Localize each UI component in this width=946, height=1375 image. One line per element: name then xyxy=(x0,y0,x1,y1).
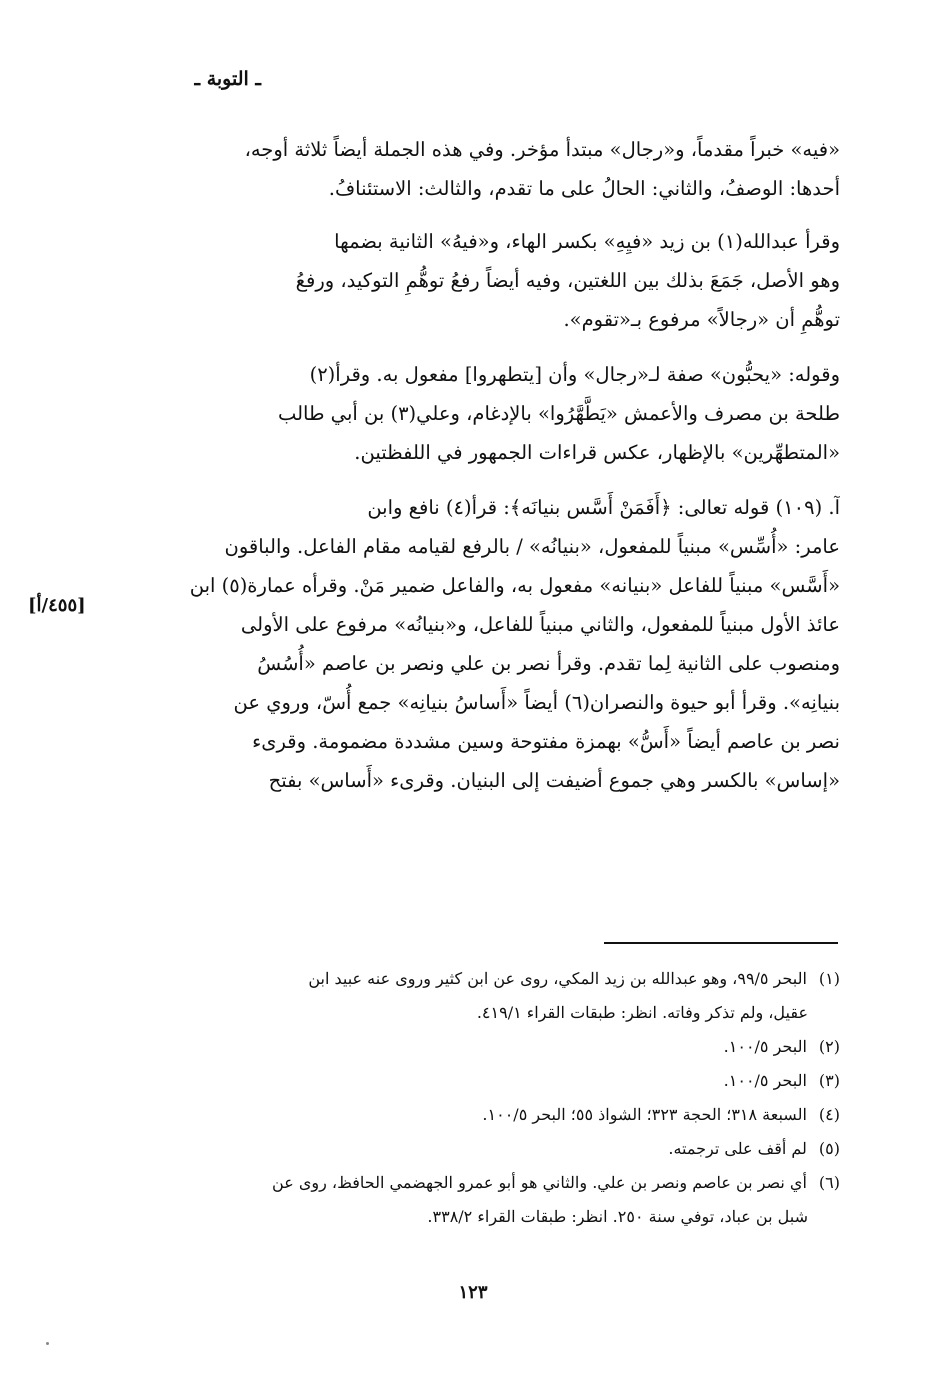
running-head: ـ التوبة ـ xyxy=(194,68,261,90)
text-line: «أَسَّس» مبنياً للفاعل «بنيانه» مفعول به، والفاعل ضمير مَنْ. وقرأه عمارة(٥) ابن xyxy=(189,574,840,597)
text-line: طلحة بن مصرف والأعمش «يَطَّهَّرُوا» بالإدغام، وعلي(٣) بن أبي طالب xyxy=(277,402,840,425)
manuscript-folio-ref: [٤٥٥/أ] xyxy=(28,595,86,616)
footnote-divider xyxy=(604,942,838,944)
footnote-4 xyxy=(145,1098,840,1132)
text-line: وهو الأصل، جَمَعَ بذلك بين اللغتين، وفيه أيضاً رفعُ توهُّمِ التوكيد، ورفعُ xyxy=(295,269,840,292)
page-number: ١٢٣ xyxy=(458,1282,488,1303)
footnote-text: البحر ٩٩/٥، وهو عبدالله بن زيد المكي، روى عن ابن كثير وروى عنه عبيد ابن xyxy=(308,969,807,988)
scan-speck xyxy=(46,1342,49,1345)
footnotes xyxy=(145,962,840,1234)
footnote-text: البحر ١٠٠/٥. xyxy=(723,1037,807,1056)
footnote-5 xyxy=(145,1132,840,1166)
footnote-2 xyxy=(145,1030,840,1064)
footnote-text: السبعة ٣١٨؛ الحجة ٣٢٣؛ الشواذ ٥٥؛ البحر ١٠٠/٥. xyxy=(482,1105,807,1124)
text-line: «المتطهِّرين» بالإظهار، عكس قراءات الجمهور في اللفظتين. xyxy=(354,441,840,464)
paragraph-1 xyxy=(145,130,840,208)
footnote-3 xyxy=(145,1064,840,1098)
footnote-text: عقيل، ولم تذكر وفاته. انظر: طبقات القراء ٤١٩/١. xyxy=(476,1003,808,1022)
text-line: ومنصوب على الثانية لِما تقدم. وقرأ نصر بن علي ونصر بن عاصم «أُسُسُ xyxy=(257,652,840,675)
text-line: آ. (١٠٩) قوله تعالى: ﴿أَفَمَنْ أَسَّس بنيانَه﴾: قرأ(٤) نافع وابن xyxy=(367,496,840,519)
footnote-number: (٢) xyxy=(818,1037,840,1056)
text-line: بنيانِه». وقرأ أبو حيوة والنصران(٦) أيضاً «أَساسُ بنيانِه» جمع أُسّ، وروي عن xyxy=(233,691,840,714)
footnote-number: (٦) xyxy=(818,1173,840,1192)
text-line: عائذ الأول مبنياً للمفعول، والثاني مبنياً للفاعل، و«بنيانُه» مرفوع على الأولى xyxy=(240,613,840,636)
footnote-number: (٤) xyxy=(818,1105,840,1124)
text-line: وقوله: «يحبُّون» صفة لـ«رجال» وأن [يتطهروا] مفعول به. وقرأ(٢) xyxy=(309,363,840,386)
text-line: وقرأ عبدالله(١) بن زيد «فيِهِ» بكسر الهاء، و«فيهُ» الثانية بضمها xyxy=(334,230,840,253)
footnote-text: شبل بن عباد، توفي سنة ٢٥٠. انظر: طبقات القراء ٣٣٨/٢. xyxy=(427,1207,808,1226)
text-line: عامر: «أُسِّس» مبنياً للمفعول، «بنيانُه» / بالرفع لقيامه مقام الفاعل. والباقون xyxy=(224,535,840,558)
footnote-number: (١) xyxy=(818,969,840,988)
paragraph-4 xyxy=(145,488,840,800)
paragraph-2 xyxy=(145,222,840,339)
text-line: أحدها: الوصفُ، والثاني: الحالُ على ما تقدم، والثالث: الاستئنافُ. xyxy=(328,177,840,200)
footnote-text: البحر ١٠٠/٥. xyxy=(723,1071,807,1090)
footnote-text: لم أقف على ترجمته. xyxy=(668,1139,807,1158)
paragraph-3 xyxy=(145,355,840,472)
footnote-6 xyxy=(145,1166,840,1234)
text-line: «فيه» خبراً مقدماً، و«رجال» مبتدأ مؤخر. وفي هذه الجملة أيضاً ثلاثة أوجه، xyxy=(244,138,840,161)
text-line: «إساس» بالكسر وهي جموع أضيفت إلى البنيان. وقرىء «أَساس» بفتح xyxy=(268,769,840,792)
footnote-number: (٣) xyxy=(818,1071,840,1090)
footnote-text: أي نصر بن عاصم ونصر بن علي. والثاني هو أبو عمرو الجهضمي الحافظ، روى عن xyxy=(272,1173,807,1192)
text-line: نصر بن عاصم أيضاً «أَسُّ» بهمزة مفتوحة وسين مشددة مضمومة. وقرىء xyxy=(252,730,840,753)
footnote-1 xyxy=(145,962,840,1030)
main-text xyxy=(145,130,840,816)
footnote-number: (٥) xyxy=(818,1139,840,1158)
text-line: توهُّمِ أن «رجالاً» مرفوع بـ«تقوم». xyxy=(563,308,840,331)
